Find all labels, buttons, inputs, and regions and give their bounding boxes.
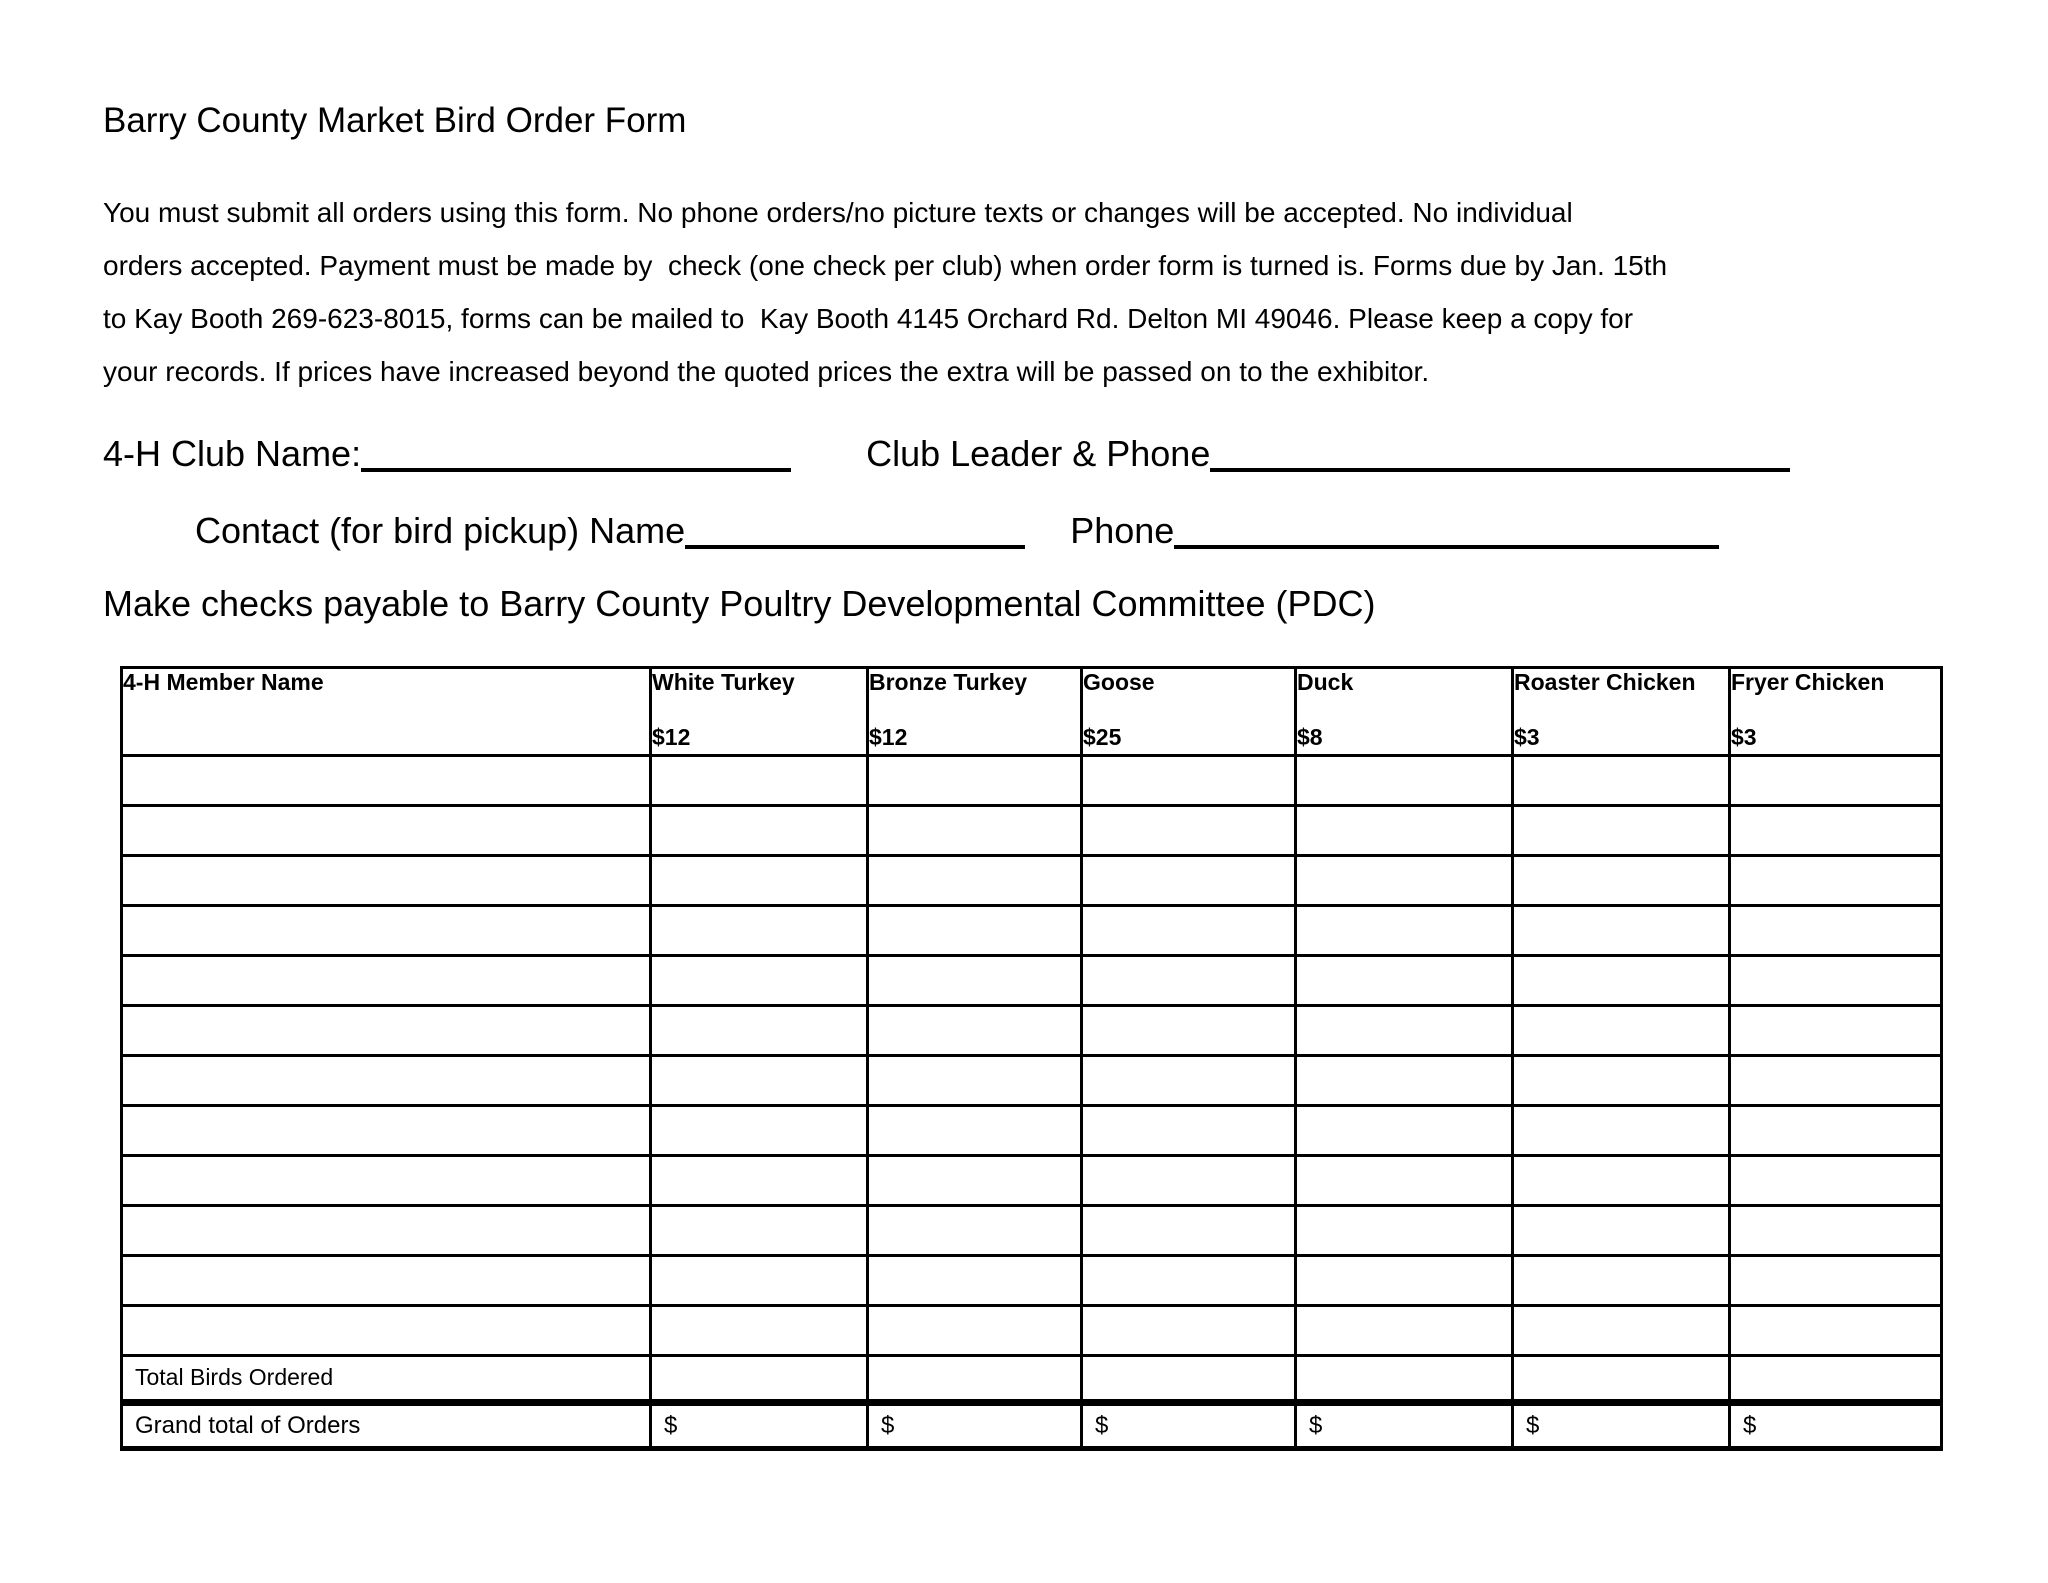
order-qty-cell[interactable] <box>1513 855 1730 905</box>
order-qty-cell[interactable] <box>651 1055 868 1105</box>
order-qty-cell[interactable] <box>1513 1005 1730 1055</box>
member-name-cell[interactable] <box>122 855 651 905</box>
total-cell-roaster-chicken[interactable] <box>1513 1355 1730 1402</box>
column-label: Duck <box>1297 668 1354 695</box>
grand-total-cell-duck[interactable]: $ <box>1296 1402 1513 1448</box>
order-qty-cell[interactable] <box>1730 955 1942 1005</box>
order-qty-cell[interactable] <box>868 855 1082 905</box>
order-qty-cell[interactable] <box>651 755 868 805</box>
order-qty-cell[interactable] <box>1082 1205 1296 1255</box>
order-qty-cell[interactable] <box>651 1255 868 1305</box>
order-qty-cell[interactable] <box>1296 1005 1513 1055</box>
order-table-footer <box>122 1355 1942 1448</box>
order-qty-cell[interactable] <box>868 1255 1082 1305</box>
order-qty-cell[interactable] <box>868 755 1082 805</box>
order-qty-cell[interactable] <box>868 905 1082 955</box>
checks-payable-line: Make checks payable to Barry County Poultry Developmental Committee (PDC) <box>103 583 1376 625</box>
column-header-fryer-chicken <box>1730 667 1942 755</box>
club-leader-phone-blank[interactable] <box>1210 466 1790 472</box>
column-price: $25 <box>1083 723 1122 750</box>
order-qty-cell[interactable] <box>651 1005 868 1055</box>
contact-name-blank[interactable] <box>685 543 1025 549</box>
contact-name-label: Contact (for bird pickup) Name <box>195 510 686 552</box>
member-name-cell[interactable] <box>122 1155 651 1205</box>
order-qty-cell[interactable] <box>868 1305 1082 1355</box>
member-name-cell[interactable] <box>122 905 651 955</box>
order-qty-cell[interactable] <box>1082 1005 1296 1055</box>
club-info-row <box>103 432 1948 475</box>
page-title: Barry County Market Bird Order Form <box>103 101 687 140</box>
order-qty-cell[interactable] <box>1730 805 1942 855</box>
order-qty-cell[interactable] <box>1730 1055 1942 1105</box>
order-qty-cell[interactable] <box>1082 1255 1296 1305</box>
total-cell-duck[interactable] <box>1296 1355 1513 1402</box>
member-name-cell[interactable] <box>122 1005 651 1055</box>
contact-info-row <box>195 509 1948 552</box>
intro-line-4: your records. If prices have increased beyond the quoted prices the extra will be passed on to the exhibitor. <box>103 356 1430 387</box>
member-name-cell[interactable] <box>122 955 651 1005</box>
order-qty-cell[interactable] <box>868 1205 1082 1255</box>
club-name-label: 4-H Club Name: <box>103 433 362 474</box>
order-qty-cell[interactable] <box>1513 955 1730 1005</box>
empty-order-row <box>122 1205 1942 1255</box>
order-qty-cell[interactable] <box>1082 1305 1296 1355</box>
grand-total-cell-bronze-turkey[interactable]: $ <box>868 1402 1082 1448</box>
order-qty-cell[interactable] <box>868 805 1082 855</box>
column-header-bronze-turkey <box>868 667 1082 755</box>
order-qty-cell[interactable] <box>1513 1055 1730 1105</box>
total-birds-row <box>122 1355 1942 1402</box>
order-qty-cell[interactable] <box>651 1105 868 1155</box>
order-qty-cell[interactable] <box>1730 1205 1942 1255</box>
column-label: Bronze Turkey <box>869 668 1028 695</box>
total-cell-bronze-turkey[interactable] <box>868 1355 1082 1402</box>
column-label: 4-H Member Name <box>123 668 324 695</box>
member-name-cell[interactable] <box>122 1105 651 1155</box>
empty-order-row <box>122 755 1942 805</box>
member-name-cell[interactable] <box>122 755 651 805</box>
order-qty-cell[interactable] <box>1296 905 1513 955</box>
order-qty-cell[interactable] <box>1730 1305 1942 1355</box>
order-qty-cell[interactable] <box>1513 1255 1730 1305</box>
total-birds-label: Total Birds Ordered <box>122 1355 651 1402</box>
order-qty-cell[interactable] <box>651 1155 868 1205</box>
contact-phone-label: Phone <box>1070 510 1175 552</box>
member-name-cell[interactable] <box>122 1305 651 1355</box>
intro-paragraph <box>103 186 1948 398</box>
order-table-header <box>122 667 1942 755</box>
member-name-cell[interactable] <box>122 1205 651 1255</box>
column-label: Goose <box>1083 668 1155 695</box>
order-qty-cell[interactable] <box>1296 1305 1513 1355</box>
empty-order-row <box>122 1255 1942 1305</box>
contact-phone-blank[interactable] <box>1174 543 1719 549</box>
grand-total-cell-white-turkey[interactable]: $ <box>651 1402 868 1448</box>
empty-order-row <box>122 905 1942 955</box>
order-qty-cell[interactable] <box>1082 855 1296 905</box>
empty-order-row <box>122 805 1942 855</box>
order-qty-cell[interactable] <box>1513 755 1730 805</box>
column-price: $8 <box>1297 723 1323 750</box>
order-qty-cell[interactable] <box>1513 905 1730 955</box>
column-label: White Turkey <box>652 668 795 695</box>
empty-order-row <box>122 1105 1942 1155</box>
order-qty-cell[interactable] <box>1296 955 1513 1005</box>
order-qty-cell[interactable] <box>651 855 868 905</box>
order-qty-cell[interactable] <box>868 1005 1082 1055</box>
order-table-body <box>122 755 1942 1355</box>
header-row <box>122 667 1942 755</box>
empty-order-row <box>122 1155 1942 1205</box>
order-qty-cell[interactable] <box>1296 1055 1513 1105</box>
order-qty-cell[interactable] <box>1296 855 1513 905</box>
order-qty-cell[interactable] <box>1082 1105 1296 1155</box>
order-qty-cell[interactable] <box>1296 805 1513 855</box>
order-qty-cell[interactable] <box>1730 1005 1942 1055</box>
column-header-duck <box>1296 667 1513 755</box>
order-qty-cell[interactable] <box>651 1205 868 1255</box>
order-qty-cell[interactable] <box>1730 755 1942 805</box>
order-qty-cell[interactable] <box>868 955 1082 1005</box>
club-name-blank[interactable] <box>361 466 791 472</box>
order-qty-cell[interactable] <box>1513 1305 1730 1355</box>
empty-order-row <box>122 855 1942 905</box>
total-cell-white-turkey[interactable] <box>651 1355 868 1402</box>
order-qty-cell[interactable] <box>1296 1155 1513 1205</box>
grand-total-cell-fryer-chicken[interactable]: $ <box>1730 1402 1942 1448</box>
order-qty-cell[interactable] <box>1296 1255 1513 1305</box>
total-cell-fryer-chicken[interactable] <box>1730 1355 1942 1402</box>
order-qty-cell[interactable] <box>868 1155 1082 1205</box>
club-leader-phone-label: Club Leader & Phone <box>866 433 1211 474</box>
empty-order-row <box>122 1005 1942 1055</box>
order-qty-cell[interactable] <box>1082 755 1296 805</box>
order-qty-cell[interactable] <box>1082 905 1296 955</box>
column-price: $3 <box>1731 723 1757 750</box>
column-header-roaster-chicken <box>1513 667 1730 755</box>
order-qty-cell[interactable] <box>1296 1105 1513 1155</box>
intro-line-3: to Kay Booth 269-623-8015, forms can be mailed to Kay Booth 4145 Orchard Rd. Delton MI 49046. Please keep a copy for <box>103 303 1634 334</box>
column-header-goose <box>1082 667 1296 755</box>
order-qty-cell[interactable] <box>1296 1205 1513 1255</box>
grand-total-label: Grand total of Orders <box>122 1402 651 1448</box>
order-qty-cell[interactable] <box>1082 1055 1296 1105</box>
column-price: $3 <box>1514 723 1540 750</box>
order-qty-cell[interactable] <box>651 1305 868 1355</box>
order-qty-cell[interactable] <box>651 905 868 955</box>
order-qty-cell[interactable] <box>1082 955 1296 1005</box>
column-label: Fryer Chicken <box>1731 668 1885 695</box>
empty-order-row <box>122 955 1942 1005</box>
empty-order-row <box>122 1305 1942 1355</box>
column-price: $12 <box>652 723 691 750</box>
column-header-member-name <box>122 667 651 755</box>
column-price: $12 <box>869 723 908 750</box>
order-qty-cell[interactable] <box>1082 1155 1296 1205</box>
order-qty-cell[interactable] <box>1082 805 1296 855</box>
grand-total-cell-goose[interactable]: $ <box>1082 1402 1296 1448</box>
order-qty-cell[interactable] <box>1730 1255 1942 1305</box>
member-name-cell[interactable] <box>122 1255 651 1305</box>
order-qty-cell[interactable] <box>1730 905 1942 955</box>
intro-line-2: orders accepted. Payment must be made by check (one check per club) when order form is turned is. Forms due by Jan. 15th <box>103 250 1668 281</box>
member-name-cell[interactable] <box>122 1055 651 1105</box>
order-qty-cell[interactable] <box>1296 755 1513 805</box>
bird-order-table <box>120 666 1943 1451</box>
order-qty-cell[interactable] <box>1513 1105 1730 1155</box>
order-qty-cell[interactable] <box>1513 805 1730 855</box>
grand-total-row <box>122 1402 1942 1448</box>
column-header-white-turkey <box>651 667 868 755</box>
empty-order-row <box>122 1055 1942 1105</box>
order-qty-cell[interactable] <box>1513 1155 1730 1205</box>
order-qty-cell[interactable] <box>1513 1205 1730 1255</box>
order-qty-cell[interactable] <box>651 955 868 1005</box>
member-name-cell[interactable] <box>122 805 651 855</box>
order-qty-cell[interactable] <box>1730 855 1942 905</box>
order-qty-cell[interactable] <box>1730 1155 1942 1205</box>
column-label: Roaster Chicken <box>1514 668 1696 695</box>
intro-line-1: You must submit all orders using this form. No phone orders/no picture texts or changes will be accepted. No individual <box>103 197 1573 228</box>
total-cell-goose[interactable] <box>1082 1355 1296 1402</box>
order-qty-cell[interactable] <box>1730 1105 1942 1155</box>
grand-total-cell-roaster-chicken[interactable]: $ <box>1513 1402 1730 1448</box>
order-qty-cell[interactable] <box>868 1105 1082 1155</box>
order-qty-cell[interactable] <box>651 805 868 855</box>
order-qty-cell[interactable] <box>868 1055 1082 1105</box>
